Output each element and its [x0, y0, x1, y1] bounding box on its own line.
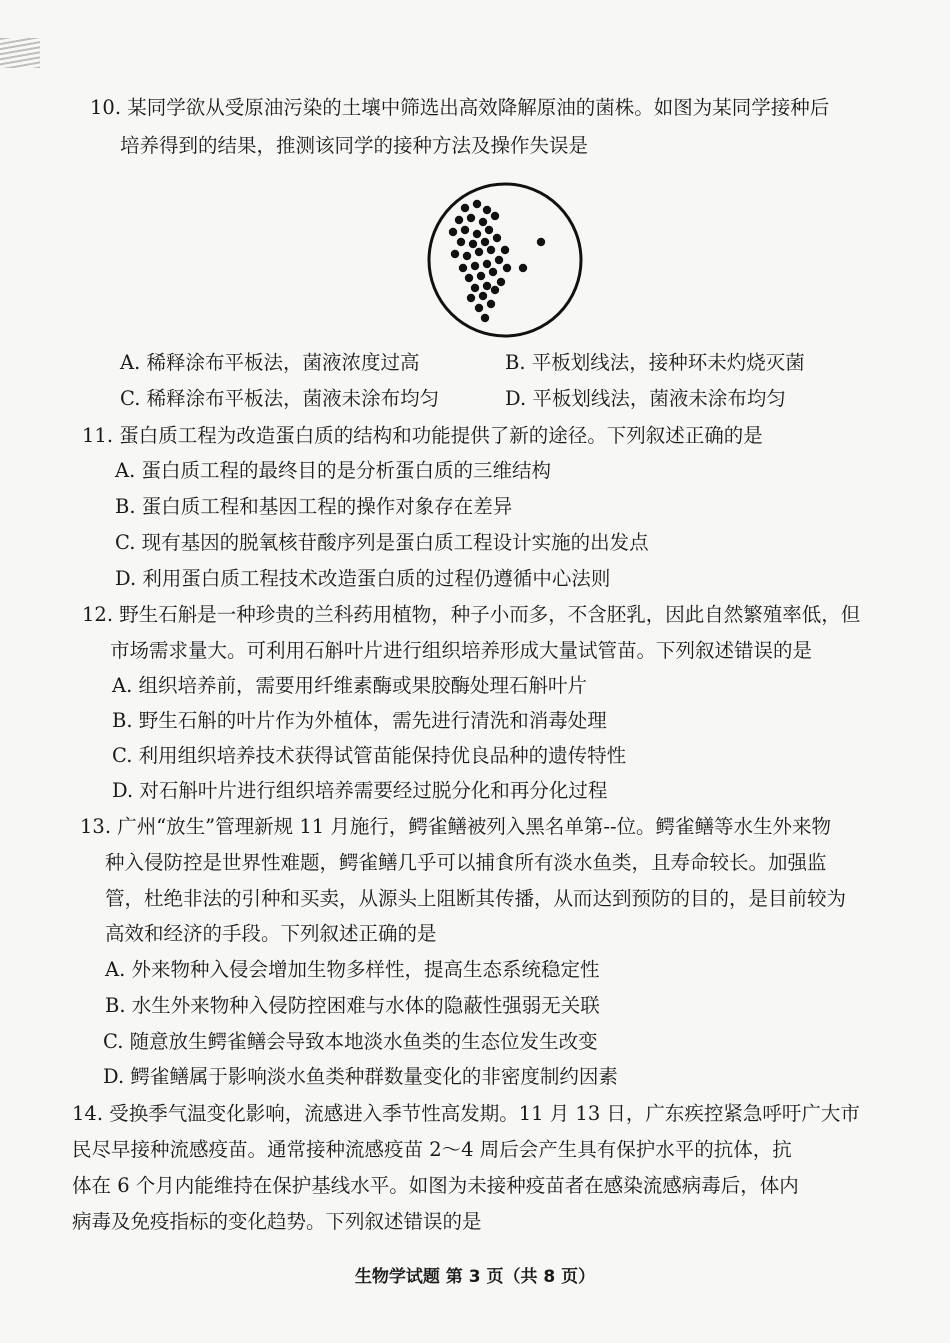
- colony-dot: [487, 246, 495, 254]
- petri-dish-colonies-icon: [425, 180, 585, 340]
- q14-stem-line1: 14. 受换季气温变化影响，流感进入季节性高发期。11 月 13 日，广东疾控紧急呼吁广大市: [72, 1102, 860, 1125]
- q11-option-b: B. 蛋白质工程和基因工程的操作对象存在差异: [115, 495, 513, 518]
- colony-dot: [463, 252, 471, 260]
- colony-dot: [483, 206, 491, 214]
- q10-option-b: B. 平板划线法，接种环未灼烧灭菌: [505, 351, 805, 374]
- colony-dot: [469, 240, 477, 248]
- colony-dot: [467, 294, 475, 302]
- colony-dot: [503, 264, 511, 272]
- q12-option-c: C. 利用组织培养技术获得试管苗能保持优良品种的遗传特性: [112, 744, 627, 767]
- q13-option-d: D. 鳄雀鳝属于影响淡水鱼类种群数量变化的非密度制约因素: [103, 1065, 618, 1088]
- colony-dot: [459, 264, 467, 272]
- q13-stem-line4: 高效和经济的手段。下列叙述正确的是: [105, 922, 437, 945]
- scan-artifact: [0, 38, 40, 68]
- q13-stem-line2: 种入侵防控是世界性难题，鳄雀鳝几乎可以捕食所有淡水鱼类，且寿命较长。加强监: [105, 851, 827, 874]
- q13-stem-line3: 管，杜绝非法的引种和买卖，从源头上阻断其传播，从而达到预防的目的，是目前较为: [105, 887, 847, 910]
- q12-stem-line2: 市场需求量大。可利用石斛叶片进行组织培养形成大量试管苗。下列叙述错误的是: [110, 639, 813, 662]
- colony-dot: [497, 278, 505, 286]
- colony-dot: [471, 262, 479, 270]
- q11-option-c: C. 现有基因的脱氧核苷酸序列是蛋白质工程设计实施的出发点: [115, 531, 649, 554]
- colony-dot: [449, 228, 457, 236]
- colony-dot: [483, 260, 491, 268]
- colony-dot: [471, 284, 479, 292]
- q14-stem-line2: 民尽早接种流感疫苗。通常接种流感疫苗 2～4 周后会产生具有保护水平的抗体，抗: [72, 1138, 792, 1161]
- colony-dot: [483, 282, 491, 290]
- colony-dot: [489, 268, 497, 276]
- q13-option-a: A. 外来物种入侵会增加生物多样性，提高生态系统稳定性: [105, 958, 600, 981]
- q10-option-c: C. 稀释涂布平板法，菌液未涂布均匀: [120, 387, 440, 410]
- q14-stem-line4: 病毒及免疫指标的变化趋势。下列叙述错误的是: [72, 1210, 482, 1233]
- colony-dot: [457, 238, 465, 246]
- colony-dot: [473, 230, 481, 238]
- colony-dot: [495, 256, 503, 264]
- q11-stem: 11. 蛋白质工程为改造蛋白质的结构和功能提供了新的途径。下列叙述正确的是: [82, 424, 763, 447]
- q13-option-c: C. 随意放生鳄雀鳝会导致本地淡水鱼类的生态位发生改变: [103, 1030, 598, 1053]
- colony-dot: [491, 286, 499, 294]
- colony-dot: [477, 272, 485, 280]
- colony-dot: [451, 250, 459, 258]
- q12-option-d: D. 对石斛叶片进行组织培养需要经过脱分化和再分化过程: [112, 779, 608, 802]
- q10-option-a: A. 稀释涂布平板法，菌液浓度过高: [120, 351, 420, 374]
- colony-dot: [485, 226, 493, 234]
- colony-dot: [465, 274, 473, 282]
- q12-stem-line1: 12. 野生石斛是一种珍贵的兰科药用植物，种子小而多，不含胚乳，因此自然繁殖率低，但: [82, 603, 861, 626]
- q14-stem-line3: 体在 6 个月内能维持在保护基线水平。如图为未接种疫苗者在感染流感病毒后，体内: [72, 1174, 799, 1197]
- page-footer: 生物学试题 第 3 页（共 8 页）: [354, 1267, 596, 1287]
- q12-option-b: B. 野生石斛的叶片作为外植体，需先进行清洗和消毒处理: [112, 709, 607, 732]
- colony-dot: [475, 248, 483, 256]
- q13-stem-line1: 13. 广州“放生”管理新规 11 月施行，鳄雀鳝被列入黑名单第--位。鳄雀鳝等水生外来物: [80, 815, 832, 838]
- q10-stem-line2: 培养得到的结果，推测该同学的接种方法及操作失误是: [120, 134, 589, 157]
- q11-option-d: D. 利用蛋白质工程技术改造蛋白质的过程仍遵循中心法则: [115, 567, 611, 590]
- q13-option-b: B. 水生外来物种入侵防控困难与水体的隐蔽性强弱无关联: [105, 994, 600, 1017]
- colony-dot: [501, 246, 509, 254]
- colony-dot: [491, 212, 499, 220]
- colony-dot: [493, 234, 501, 242]
- q10-option-d: D. 平板划线法，菌液未涂布均匀: [505, 387, 786, 410]
- colony-dot: [473, 200, 481, 208]
- colony-dot: [479, 218, 487, 226]
- colony-dot: [537, 238, 545, 246]
- colony-dot: [461, 204, 469, 212]
- colony-dot: [455, 216, 463, 224]
- colony-dot: [461, 226, 469, 234]
- colony-dot: [519, 264, 527, 272]
- colony-dot: [481, 238, 489, 246]
- q11-option-a: A. 蛋白质工程的最终目的是分析蛋白质的三维结构: [115, 459, 551, 482]
- colony-dot: [487, 300, 495, 308]
- q10-stem-line1: 10. 某同学欲从受原油污染的土壤中筛选出高效降解原油的菌株。如图为某同学接种后: [90, 96, 830, 119]
- colony-dot: [467, 214, 475, 222]
- q12-option-a: A. 组织培养前，需要用纤维素酶或果胶酶处理石斛叶片: [112, 674, 587, 697]
- colony-dot: [479, 292, 487, 300]
- colony-dot: [475, 304, 483, 312]
- colony-dot: [481, 314, 489, 322]
